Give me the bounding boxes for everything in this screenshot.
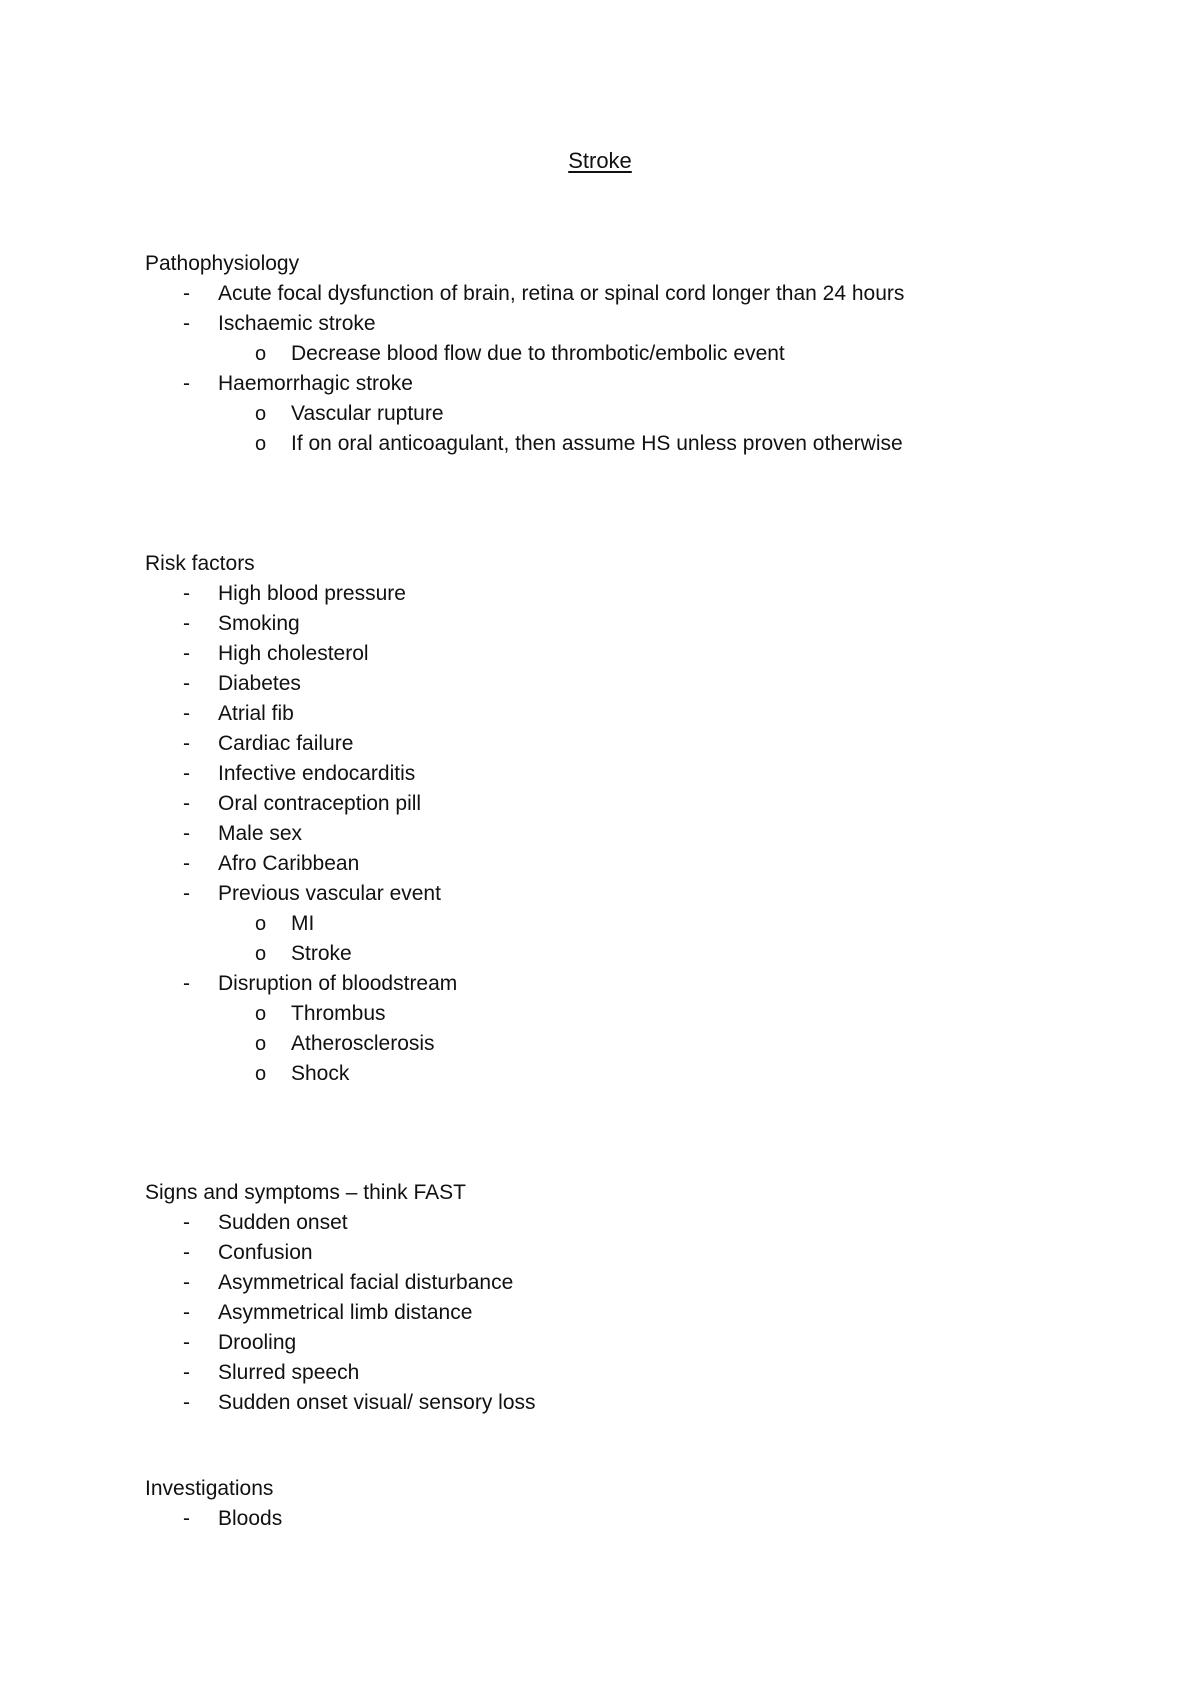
list-item-text: Shock bbox=[291, 1062, 350, 1085]
list-item-text: Decrease blood flow due to thrombotic/embolic event bbox=[291, 342, 785, 365]
list-item-text: Oral contraception pill bbox=[218, 792, 422, 815]
list-item bbox=[145, 879, 1145, 909]
list-item-text: High blood pressure bbox=[218, 582, 406, 605]
bullet-list bbox=[145, 1208, 1145, 1418]
list-item bbox=[145, 579, 1145, 609]
sub-list-item bbox=[145, 1059, 1145, 1089]
list-item-text: Afro Caribbean bbox=[218, 852, 360, 875]
section-heading: Investigations bbox=[145, 1477, 274, 1500]
list-item bbox=[145, 369, 1145, 399]
circle-bullet-icon: o bbox=[255, 433, 267, 455]
list-item-text: Smoking bbox=[218, 612, 300, 635]
section-heading: Pathophysiology bbox=[145, 252, 300, 275]
list-item-text: If on oral anticoagulant, then assume HS unless proven otherwise bbox=[291, 432, 903, 455]
list-item bbox=[145, 1238, 1145, 1268]
section-pathophysiology bbox=[145, 249, 1145, 459]
dash-bullet-icon: - bbox=[183, 822, 190, 845]
list-item-text: Previous vascular event bbox=[218, 882, 441, 905]
dash-bullet-icon: - bbox=[183, 1301, 190, 1324]
dash-bullet-icon: - bbox=[183, 852, 190, 875]
sub-list-item bbox=[145, 429, 1145, 459]
list-item bbox=[145, 1268, 1145, 1298]
list-item bbox=[145, 819, 1145, 849]
bullet-list bbox=[145, 1504, 1145, 1534]
list-item-text: Atrial fib bbox=[218, 702, 294, 725]
list-item bbox=[145, 639, 1145, 669]
list-item bbox=[145, 609, 1145, 639]
list-item-text: Haemorrhagic stroke bbox=[218, 372, 413, 395]
dash-bullet-icon: - bbox=[183, 972, 190, 995]
sub-list-item bbox=[145, 939, 1145, 969]
list-item-text: Bloods bbox=[218, 1507, 283, 1530]
dash-bullet-icon: - bbox=[183, 1507, 190, 1530]
list-item bbox=[145, 759, 1145, 789]
circle-bullet-icon: o bbox=[255, 1063, 267, 1085]
list-item bbox=[145, 1358, 1145, 1388]
list-item bbox=[145, 969, 1145, 999]
dash-bullet-icon: - bbox=[183, 762, 190, 785]
section-signs-and-symptoms bbox=[145, 1178, 1145, 1418]
list-item bbox=[145, 1504, 1145, 1534]
dash-bullet-icon: - bbox=[183, 642, 190, 665]
list-item-text: MI bbox=[291, 912, 315, 935]
list-item bbox=[145, 669, 1145, 699]
document-title: Stroke bbox=[568, 148, 632, 173]
list-item-text: High cholesterol bbox=[218, 642, 369, 665]
circle-bullet-icon: o bbox=[255, 913, 267, 935]
list-item-text: Cardiac failure bbox=[218, 732, 354, 755]
list-item-text: Drooling bbox=[218, 1331, 297, 1354]
sub-list-item bbox=[145, 399, 1145, 429]
dash-bullet-icon: - bbox=[183, 312, 190, 335]
list-item bbox=[145, 309, 1145, 339]
section-risk-factors bbox=[145, 549, 1145, 1089]
bullet-list bbox=[145, 279, 1145, 459]
dash-bullet-icon: - bbox=[183, 732, 190, 755]
circle-bullet-icon: o bbox=[255, 943, 267, 965]
list-item bbox=[145, 1328, 1145, 1358]
list-item-text: Asymmetrical facial disturbance bbox=[218, 1271, 514, 1294]
list-item-text: Disruption of bloodstream bbox=[218, 972, 458, 995]
dash-bullet-icon: - bbox=[183, 1271, 190, 1294]
sub-list-item bbox=[145, 999, 1145, 1029]
list-item bbox=[145, 789, 1145, 819]
dash-bullet-icon: - bbox=[183, 672, 190, 695]
dash-bullet-icon: - bbox=[183, 372, 190, 395]
circle-bullet-icon: o bbox=[255, 343, 267, 365]
section-investigations bbox=[145, 1474, 1145, 1534]
circle-bullet-icon: o bbox=[255, 403, 267, 425]
list-item-text: Stroke bbox=[291, 942, 352, 965]
section-heading: Signs and symptoms – think FAST bbox=[145, 1181, 466, 1204]
dash-bullet-icon: - bbox=[183, 1391, 190, 1414]
dash-bullet-icon: - bbox=[183, 1331, 190, 1354]
list-item-text: Vascular rupture bbox=[291, 402, 444, 425]
list-item-text: Acute focal dysfunction of brain, retina or spinal cord longer than 24 hours bbox=[218, 282, 905, 305]
dash-bullet-icon: - bbox=[183, 792, 190, 815]
list-item-text: Thrombus bbox=[291, 1002, 386, 1025]
list-item-text: Male sex bbox=[218, 822, 303, 845]
list-item-text: Ischaemic stroke bbox=[218, 312, 376, 335]
dash-bullet-icon: - bbox=[183, 582, 190, 605]
list-item-text: Diabetes bbox=[218, 672, 301, 695]
list-item bbox=[145, 849, 1145, 879]
dash-bullet-icon: - bbox=[183, 1241, 190, 1264]
dash-bullet-icon: - bbox=[183, 702, 190, 725]
circle-bullet-icon: o bbox=[255, 1003, 267, 1025]
list-item-text: Asymmetrical limb distance bbox=[218, 1301, 473, 1324]
sub-list-item bbox=[145, 909, 1145, 939]
bullet-list bbox=[145, 579, 1145, 1089]
list-item-text: Confusion bbox=[218, 1241, 313, 1264]
dash-bullet-icon: - bbox=[183, 1211, 190, 1234]
dash-bullet-icon: - bbox=[183, 882, 190, 905]
sub-list-item bbox=[145, 1029, 1145, 1059]
list-item-text: Slurred speech bbox=[218, 1361, 360, 1384]
list-item-text: Sudden onset bbox=[218, 1211, 348, 1234]
dash-bullet-icon: - bbox=[183, 282, 190, 305]
list-item bbox=[145, 1208, 1145, 1238]
section-heading: Risk factors bbox=[145, 552, 255, 575]
list-item bbox=[145, 1298, 1145, 1328]
list-item bbox=[145, 1388, 1145, 1418]
circle-bullet-icon: o bbox=[255, 1033, 267, 1055]
list-item bbox=[145, 699, 1145, 729]
dash-bullet-icon: - bbox=[183, 612, 190, 635]
list-item bbox=[145, 729, 1145, 759]
sub-list-item bbox=[145, 339, 1145, 369]
list-item-text: Atherosclerosis bbox=[291, 1032, 435, 1055]
list-item-text: Sudden onset visual/ sensory loss bbox=[218, 1391, 536, 1414]
list-item-text: Infective endocarditis bbox=[218, 762, 416, 785]
dash-bullet-icon: - bbox=[183, 1361, 190, 1384]
list-item bbox=[145, 279, 1145, 309]
